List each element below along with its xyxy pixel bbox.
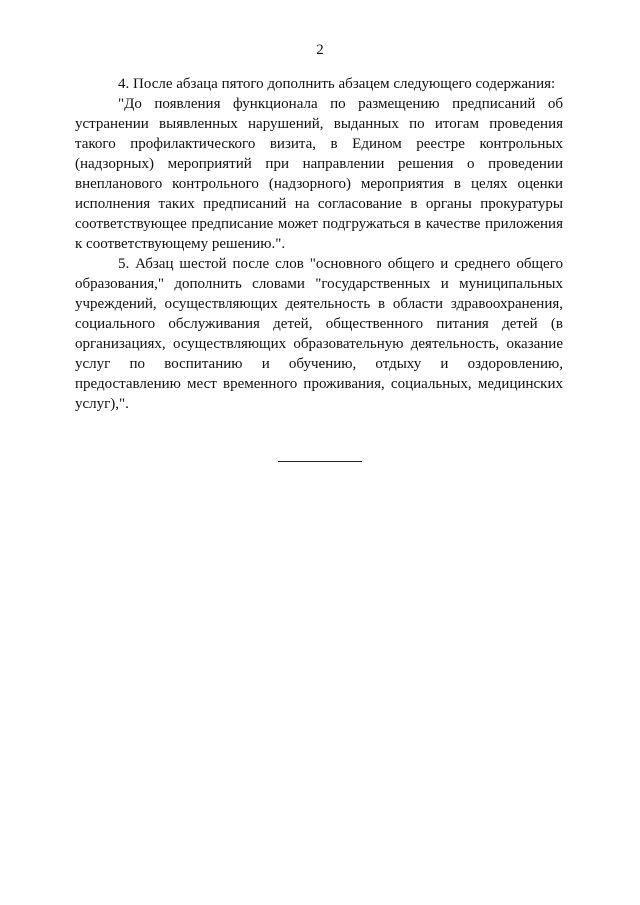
paragraph-item-4: 4. После абзаца пятого дополнить абзацем следующего содержания: bbox=[118, 76, 556, 92]
paragraph-item-5: 5. Абзац шестой после слов "основного общего и среднего общего образования," дополнить словами "государственных и муниципальных учреждений, осуществляющих деятельность в области здравоохранения, социального обслуживания детей, общественного питания детей (в организациях, осуществляющих образовательную деятельность, оказание услуг по воспитанию и обучению, отдыху и оздоровлению, предоставлению мест временного проживания, социальных, медицинских услуг),". bbox=[75, 256, 563, 412]
document-body bbox=[75, 74, 563, 414]
end-separator-line bbox=[278, 461, 362, 462]
page-number: 2 bbox=[316, 42, 324, 58]
paragraph-quoted-insert: "До появления функционала по размещению предписаний об устранении выявленных нарушений, выданных по итогам проведения такого профилактического визита, в Едином реестре контрольных (надзорных) мероприятий при направлении решения о проведении внепланового контрольного (надзорного) мероприятия в целях оценки исполнения таких предписаний на согласование в органы прокуратуры соответствующее предписание может подгружаться в качестве приложения к соответствующему решению.". bbox=[75, 96, 563, 252]
